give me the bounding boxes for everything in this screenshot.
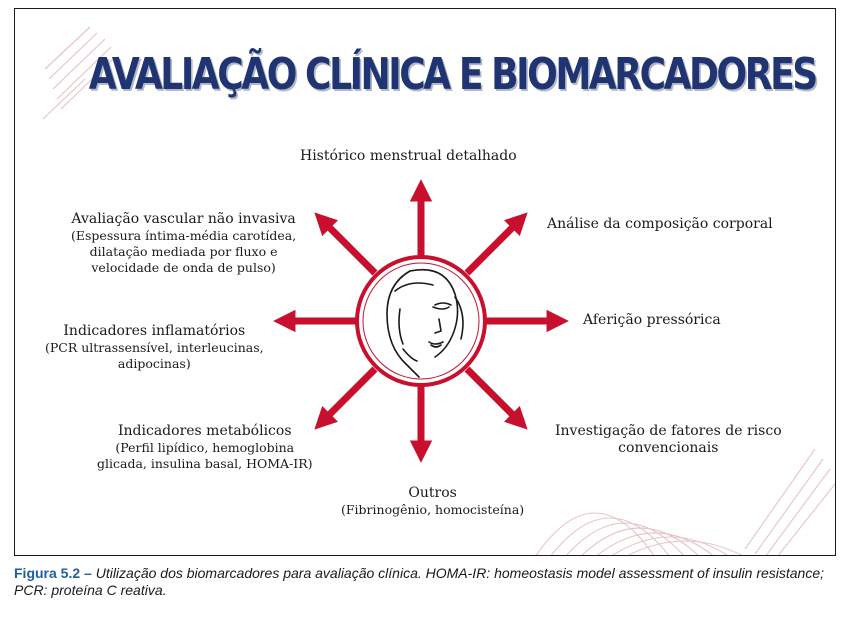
node-bottom-left: Indicadores metabólicos (Perfil lipídico, hemoglobina glicada, insulina basal, HOMA-IR) xyxy=(97,423,313,471)
node-right: Aferição pressórica xyxy=(583,312,721,328)
arrow-down-right xyxy=(467,369,515,417)
figure-caption xyxy=(14,565,836,599)
arrow-up-left xyxy=(327,225,375,273)
diagram-arrows xyxy=(15,9,836,556)
diagram-title: AVALIAÇÃO CLÍNICA E BIOMARCADORES xyxy=(88,49,816,100)
figure-number: Figura 5.2 – xyxy=(14,565,92,581)
node-top-left: Avaliação vascular não invasiva (Espessura íntima-média carotídea, dilatação mediada por fluxo e velocidade de onda de pulso) xyxy=(71,211,297,275)
figure-frame xyxy=(14,8,836,556)
node-top: Histórico menstrual detalhado xyxy=(300,148,517,164)
center-circle xyxy=(357,257,485,385)
node-top-right: Análise da composição corporal xyxy=(547,216,773,232)
arrow-up-right xyxy=(467,225,515,273)
node-bottom-right: Investigação de fatores de risco convencionais xyxy=(555,423,782,456)
node-left: Indicadores inflamatórios (PCR ultrassensível, interleucinas, adipocinas) xyxy=(45,323,264,371)
figure-caption-text: Utilização dos biomarcadores para avaliação clínica. HOMA-IR: homeostasis model assessment of insulin resistance; PCR: proteína C reativa. xyxy=(14,565,825,598)
node-bottom: Outros (Fibrinogênio, homocisteína) xyxy=(341,485,525,517)
arrow-down-left xyxy=(327,369,375,417)
